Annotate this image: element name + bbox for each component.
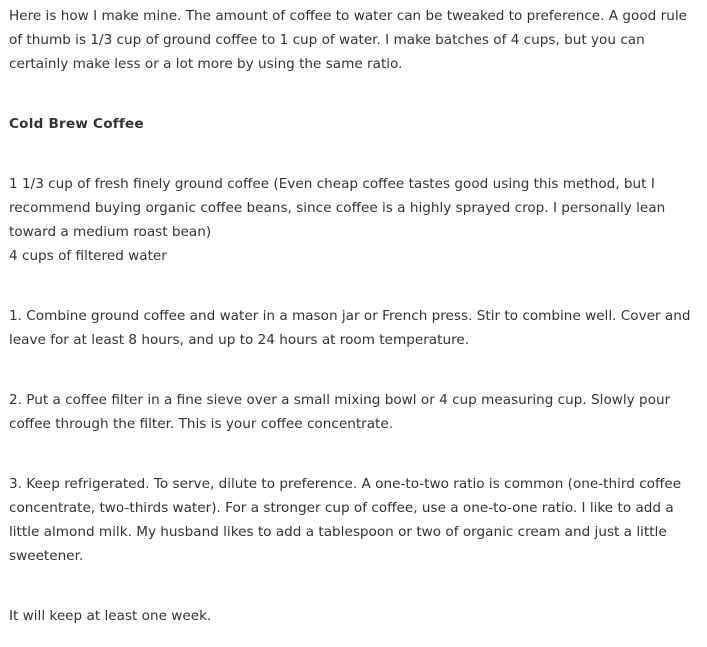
intro-paragraph: Here is how I make mine. The amount of coffee to water can be tweaked to preference. A good rule of thumb is 1/3 cup of ground coffee to 1 cup of water. I make batches of 4 cups, but you can certainly make less or a lot more by using the same ratio. <box>9 8 687 72</box>
spacer <box>9 136 699 172</box>
step-item: 3. Keep refrigerated. To serve, dilute to preference. A one-to-two ratio is common (one-third coffee concentrate, two-thirds water). For a stronger cup of coffee, use a one-to-one ratio. I like to add a little almond milk. My husband likes to add a tablespoon or two of organic cream and just a little sweetener. <box>9 476 682 564</box>
recipe-post <box>9 4 699 628</box>
spacer <box>9 568 699 604</box>
closing-note: It will keep at least one week. <box>9 608 212 624</box>
ingredient-item: 4 cups of filtered water <box>9 248 167 264</box>
spacer <box>9 76 699 112</box>
spacer <box>9 268 699 304</box>
spacer <box>9 436 699 472</box>
spacer <box>9 352 699 388</box>
step-item: 1. Combine ground coffee and water in a mason jar or French press. Stir to combine well. Cover and leave for at least 8 hours, and up to 24 hours at room temperature. <box>9 308 691 348</box>
ingredients-list <box>9 172 699 268</box>
ingredient-item: 1 1/3 cup of fresh finely ground coffee (Even cheap coffee tastes good using this method, but I recommend buying organic coffee beans, since coffee is a highly sprayed crop. I personally lean toward a medium roast bean) <box>9 176 666 240</box>
recipe-title: Cold Brew Coffee <box>9 116 144 132</box>
step-item: 2. Put a coffee filter in a fine sieve over a small mixing bowl or 4 cup measuring cup. Slowly pour coffee through the filter. This is your coffee concentrate. <box>9 392 671 432</box>
